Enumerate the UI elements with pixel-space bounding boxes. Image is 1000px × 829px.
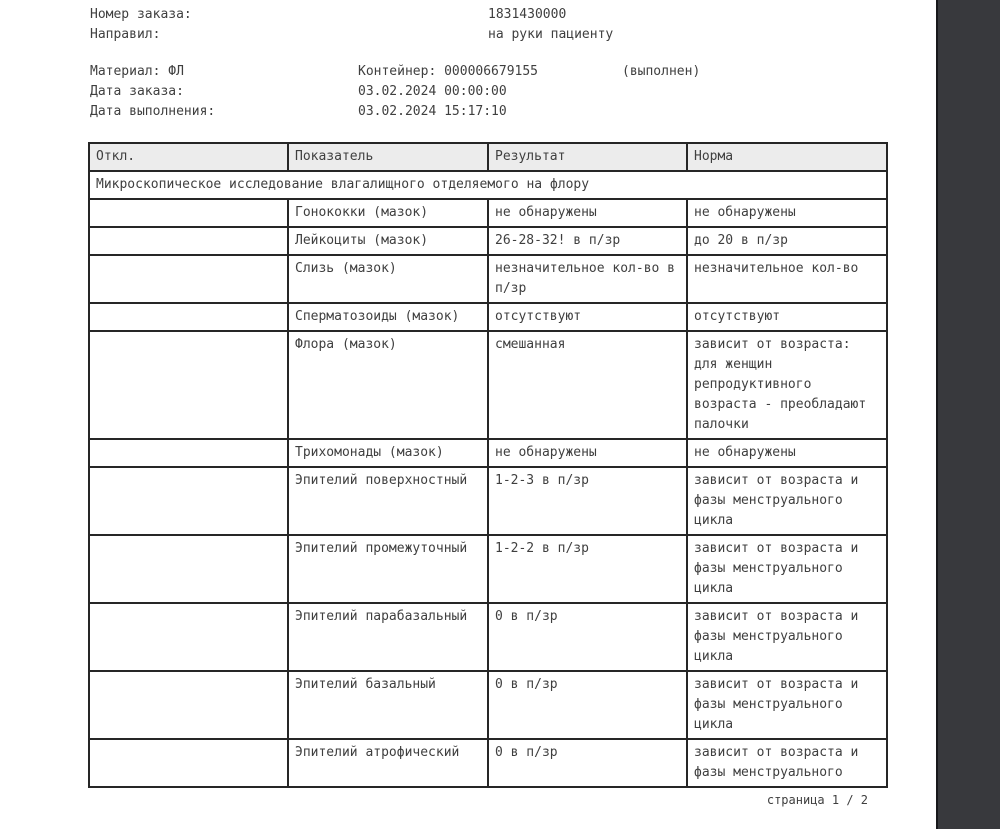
norm-cell: зависит от возраста и фазы менструального цикла [687,467,887,535]
indicator-cell: Гонококки (мазок) [288,199,488,227]
material-label: Материал: ФЛ [90,64,184,79]
result-cell: 1-2-3 в п/зр [488,467,687,535]
directed-row [90,27,900,47]
spacer [90,47,900,64]
table-row [89,467,887,535]
deviation-cell [89,255,288,303]
deviation-cell [89,535,288,603]
deviation-cell [89,603,288,671]
indicator-cell: Флора (мазок) [288,331,488,439]
table-row [89,303,887,331]
page-number: страница 1 / 2 [766,793,868,807]
results-table [88,142,888,788]
deviation-cell [89,227,288,255]
result-cell: не обнаружены [488,199,687,227]
norm-cell: зависит от возраста: для женщин репродуктивного возраста - преобладают палочки [687,331,887,439]
column-header-result: Результат [488,143,687,171]
column-header-deviation: Откл. [89,143,288,171]
order-date-row [90,84,900,104]
table-header-row [89,143,887,171]
result-cell: 0 в п/зр [488,671,687,739]
indicator-cell: Трихомонады (мазок) [288,439,488,467]
order-number-row [90,7,900,27]
deviation-cell [89,199,288,227]
material-row [90,64,900,84]
deviation-cell [89,739,288,787]
table-row [89,227,887,255]
column-header-indicator: Показатель [288,143,488,171]
result-cell: не обнаружены [488,439,687,467]
table-row [89,331,887,439]
norm-cell: не обнаружены [687,199,887,227]
indicator-cell: Эпителий парабазальный [288,603,488,671]
result-cell: 0 в п/зр [488,739,687,787]
order-date-value: 03.02.2024 00:00:00 [358,84,507,99]
norm-cell: зависит от возраста и фазы менструального [687,739,887,787]
result-cell: отсутствуют [488,303,687,331]
result-cell: 0 в п/зр [488,603,687,671]
norm-cell: отсутствуют [687,303,887,331]
directed-value: на руки пациенту [488,27,614,42]
table-row [89,439,887,467]
result-cell: 26-28-32! в п/зр [488,227,687,255]
deviation-cell [89,439,288,467]
deviation-cell [89,331,288,439]
norm-cell: зависит от возраста и фазы менструального цикла [687,535,887,603]
order-number-value: 1831430000 [488,7,567,22]
done-date-row [90,104,900,124]
order-number-label: Номер заказа: [90,7,192,22]
indicator-cell: Эпителий базальный [288,671,488,739]
table-row [89,199,887,227]
table-row [89,671,887,739]
table-row [89,603,887,671]
indicator-cell: Эпителий атрофический [288,739,488,787]
column-header-norm: Норма [687,143,887,171]
norm-cell: незначительное кол-во [687,255,887,303]
table-row [89,739,887,787]
indicator-cell: Эпителий промежуточный [288,535,488,603]
section-title-row [89,171,887,199]
order-date-label: Дата заказа: [90,84,184,99]
deviation-cell [89,303,288,331]
indicator-cell: Эпителий поверхностный [288,467,488,535]
status-label: (выполнен) [622,64,701,79]
done-date-label: Дата выполнения: [90,104,216,119]
indicator-cell: Лейкоциты (мазок) [288,227,488,255]
result-cell: незначительное кол-во в п/зр [488,255,687,303]
directed-label: Направил: [90,27,161,42]
norm-cell: не обнаружены [687,439,887,467]
section-title: Микроскопическое исследование влагалищного отделяемого на флору [89,171,887,199]
norm-cell: до 20 в п/зр [687,227,887,255]
deviation-cell [89,671,288,739]
result-cell: 1-2-2 в п/зр [488,535,687,603]
norm-cell: зависит от возраста и фазы менструального цикла [687,671,887,739]
table-row [89,535,887,603]
table-row [89,255,887,303]
container-label: Контейнер: 000006679155 [358,64,539,79]
viewer-background-strip [936,0,1000,829]
indicator-cell: Слизь (мазок) [288,255,488,303]
done-date-value: 03.02.2024 15:17:10 [358,104,507,119]
result-cell: смешанная [488,331,687,439]
deviation-cell [89,467,288,535]
norm-cell: зависит от возраста и фазы менструального цикла [687,603,887,671]
indicator-cell: Сперматозоиды (мазок) [288,303,488,331]
report-header [90,7,900,124]
